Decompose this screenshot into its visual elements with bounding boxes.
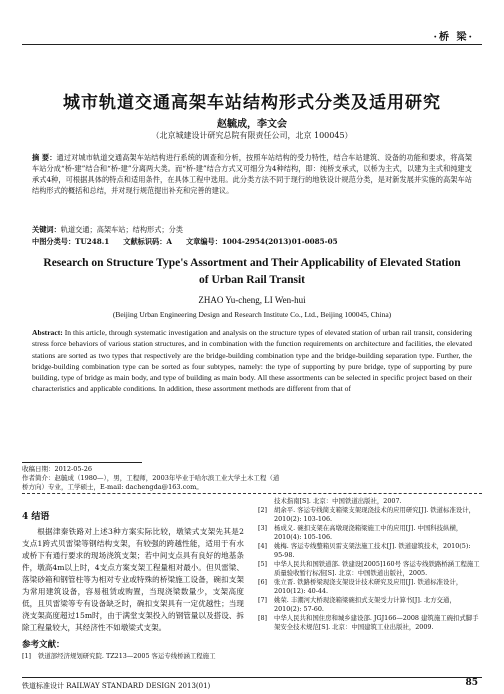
footer-rule bbox=[22, 677, 482, 678]
abstract-chinese bbox=[32, 152, 472, 220]
reference-text: 姚荣. 丰潮河大桥现浇箱梁碗扣式支架受力计算书[J]. 北方交通，2010(2): 57-60. bbox=[274, 596, 456, 613]
english-authors: ZHAO Yu-cheng, LI Wen-hui bbox=[198, 295, 306, 305]
affiliation: （北京城建设计研究总院有限责任公司，北京 100045） bbox=[151, 131, 353, 140]
abstract-en-text: In this article, through systematic investigation and analysis on the structure types of elevated station of urban rail transit, considering stress force behaviors of various station structures, and in combination with the function requirements on architecture and facilities, the elevated stations are sorted as two types that respectively are the bridge-building combination type and the bridge-building separation type. Further, the bridge-building combination type can be sorted as four subtypes, namely: the type of supporting by pure bridge, type of supporting by pure building, type of bridge as main body, and type of building as main body. All these assortments can be selected in specific project based on their characteristics and applicable conditions. In addition, these assortment methods are different from that of bbox=[32, 328, 472, 394]
reference-item bbox=[258, 524, 482, 542]
right-column bbox=[258, 497, 482, 632]
abstract-english bbox=[32, 327, 472, 452]
section-divider bbox=[22, 493, 482, 494]
reference-number: [4] bbox=[258, 542, 268, 550]
abstract-label: 摘 要： bbox=[32, 153, 57, 162]
reference-number: [6] bbox=[258, 578, 268, 586]
left-column bbox=[22, 503, 244, 661]
reference-item bbox=[258, 542, 482, 560]
document-code: 文献标识码：A bbox=[123, 237, 172, 246]
keywords-label: 关键词： bbox=[32, 225, 61, 234]
reference-number: [1] bbox=[22, 652, 32, 660]
reference-text: 姚梅. 客运专线整箱贝雷支架法施工技术[J]. 铁道建筑技术，2010(5): 95-98. bbox=[274, 542, 471, 559]
reference-text: 胡余平. 客运专线简支箱梁支架现浇技术的应用研究[J]. 铁道标准设计，2010(2): 103-106. bbox=[274, 506, 476, 523]
keywords-text: 轨道交通；高架车站；结构形式；分类 bbox=[60, 225, 183, 234]
paper-title: 城市轨道交通高架车站结构形式分类及适用研究 bbox=[63, 93, 441, 113]
references-heading: 参考文献： bbox=[22, 640, 65, 650]
reference-item bbox=[258, 614, 482, 632]
english-affiliation: (Beijing Urban Engineering Design and Research Institute Co., Ltd., Beijing 100045, China) bbox=[112, 310, 392, 319]
references-list-right bbox=[258, 497, 482, 632]
reference-text: 张立晋. 铁路桥梁现浇支架设计技术研究及应用[J]. 铁道标准设计，2010(12): 40-44. bbox=[274, 578, 463, 595]
reference-number: [8] bbox=[258, 614, 268, 622]
abstract-text: 通过对城市轨道交通高架车站结构进行系统的调查和分析，按照车站结构的受力特性，结合车站建筑、设备的功能和要求，将高架车站分成“桥-建”结合和“桥-建”分离两大类。而“桥-建”结合方式又可细分为4种结构，即：纯桥支承式，以桥为主式，以建为主式和纯建支承式4种，可根据具体的特点和适用条件，在具体工程中选用。此分类方法不同于现行的地铁设计规范分类，是对新发展并实施的高架车站结构形式的概括和总结，并对现行规范提出补充和完善的建议。 bbox=[32, 153, 472, 195]
reference-item bbox=[258, 596, 482, 614]
conclusion-paragraph: 根据津秦铁路对上述3种方案实际比较，墩梁式支架先其是2支点1跨式贝雷梁等钢结构支架，有较强的跨越性能，适用于有水或桥下有通行要求的现场浇筑支架；若中间支点具有良好的地基条件，墩高4m以上时，4支点方案支架工程量相对最小。但贝雷梁、落梁砂箱和钢管柱等为相对专业或特殊的桥梁施工设备，碗扣支架为常用建筑设备，容易租赁或购置，当现浇梁数量少，支架高度低，且贝雷梁等专有设备缺乏时，碗扣支架具有一定优越性；当现浇支架高度超过15m时，由于满堂支架投入的钢管量以及搭设、拆除工程量较大，其经济性不如墩梁式支架。 bbox=[22, 527, 244, 632]
english-title: Research on Structure Type's Assortment and Their Applicability of Elevated Station of Urban Rail Transit bbox=[43, 257, 461, 286]
reference-number: [7] bbox=[258, 596, 268, 604]
author-bio: 作者简介：赵毓成（1980—），男，工程师，2003年毕业于哈尔滨工业大学土木工程（道桥方向）专业，工学硕士，E-mail: dachengda@163.com。 bbox=[22, 474, 280, 491]
reference-number: [2] bbox=[258, 506, 268, 514]
section-heading: 4 结语 bbox=[22, 512, 50, 522]
reference-text: 中华人民共和国住房和城乡建设部. JGJ166—2008 建筑施工碗扣式脚手架安全技术规范[S]. 北京：中国建筑工业出版社，2009. bbox=[274, 614, 479, 631]
reference-number: [3] bbox=[258, 524, 268, 532]
reference-item bbox=[258, 497, 482, 506]
reference-item bbox=[258, 578, 482, 596]
journal-footer: 铁道标准设计 RAILWAY STANDARD DESIGN 2013(01) bbox=[22, 682, 211, 690]
reference-item bbox=[258, 506, 482, 524]
reference-text: 铁道部经济规划研究院. TZ213—2005 客运专线桥涵工程施工 bbox=[38, 652, 216, 660]
classification-line bbox=[32, 236, 472, 247]
article-id: 文章编号：1004-2954(2013)01-0085-05 bbox=[185, 237, 338, 246]
reference-item bbox=[22, 652, 244, 661]
clc-number: 中图分类号：TU248.1 bbox=[32, 237, 110, 246]
authors: 赵毓成，李文会 bbox=[217, 119, 287, 130]
journal-section-label: ·桥 梁· bbox=[433, 32, 474, 43]
reference-text: 中华人民共和国铁道部. 铁建设[2005]160号 客运专线铁路桥涵工程施工质量验收暂行标准[S]. 北京：中国铁道出版社，2005. bbox=[274, 560, 480, 577]
reference-text: 杨成义. 碗扣支架在高墩现浇箱梁施工中的应用[J]. 中国科技纵横，2010(4): 105-106. bbox=[274, 524, 463, 541]
reference-text: 技术指南[S]. 北京：中国铁道出版社，2007. bbox=[274, 497, 402, 505]
page-number: 85 bbox=[465, 678, 478, 688]
reference-number: [5] bbox=[258, 560, 268, 568]
header-rule bbox=[22, 44, 482, 45]
references-list-left bbox=[22, 652, 244, 661]
footnote-rule bbox=[22, 462, 142, 463]
abstract-en-label: Abstract: bbox=[32, 328, 63, 337]
reference-item bbox=[258, 560, 482, 578]
keywords-chinese bbox=[32, 224, 472, 235]
reference-number bbox=[258, 497, 274, 506]
received-date: 收稿日期：2012-05-26 bbox=[22, 465, 92, 473]
